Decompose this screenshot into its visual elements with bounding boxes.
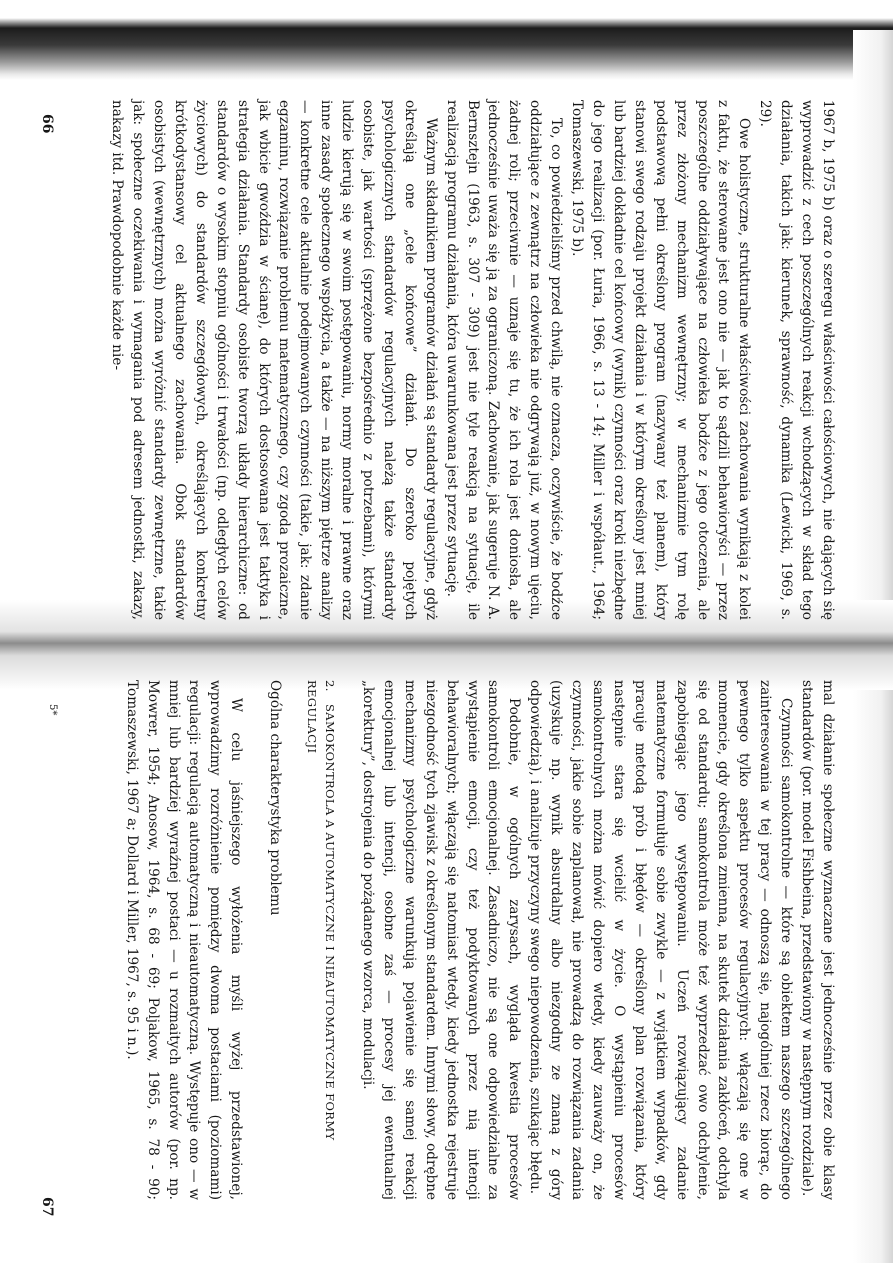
page-66-text — [78, 100, 838, 620]
paragraph: W celu jaśniejszego wyłożenia myśli wyżej przedstawionej, wprowadzimy rozróżnienie pomiędzy dwoma postaciami (poziomami) regulacji: regulacją automatyczną i nieautomatyczną. Występuje ono — w mniej lub bardziej wyraźnej postaci — u rozmaitych autorów (por. np. Mowrer, 1954; Anosow, 1964, s. 68 - 69; Poljakow, 1965, s. 78 - 90; Tomaszewski, 1967 a; Dollard i Miller, 1967, s. 95 i n.). — [123, 680, 245, 1200]
paragraph: mal działanie społeczne wyznaczane jest jednocześnie przez obie klasy standardów (por. model Fishbeina, przedstawiony w następnym rozdziale). — [799, 680, 836, 1200]
paragraph: Czynności samokontrolne — które są obiektem naszego szczególnego zainteresowania w tej pracy — odnoszą się, najogólniej rzecz biorąc, do pewnego tylko aspektu procesów regulacyjnych: włączają się one w momencie, gdy określona zmienna, na skutek działania zakłóceń, odchyla się od standardu; samokontrola może też wyprzedzać owo odchylenie, zapobiegając jego występowaniu. Uczeń rozwiązujący zadanie matematyczne formułuje sobie zwykle — z wyjątkiem wypadków, gdy pracuje metodą prób i błędów — określony plan rozwiązania, który następnie stara się wcielić w życie. O wystąpieniu procesów samokontrolnych można mówić dopiero wtedy, kiedy zauważy on, że czynności, jakie sobie zaplanował, nie prowadzą do rozwiązania zadania (uzyskuje np. wynik absurdalny albo niezgodny ze znaną z góry odpowiedzią), i analizuje przyczyny swego niepowodzenia, szukając błędu. — [527, 680, 795, 1200]
scanner-edge-top — [0, 0, 893, 80]
page-67-text — [78, 680, 838, 1200]
section-number: 2. — [323, 680, 338, 692]
paragraph: To, co powiedzieliśmy przed chwilą, nie oznacza, oczywiście, że bodźce oddziałujące z zewnątrz na człowieka nie odgrywają już, w nowym ujęciu, żadnej roli; przeciwnie — uznaje się tu, że ich rola jest doniosła, ale jednocześnie uważa się ją za ograniczoną. Zachowanie, jak sugeruje N. A. Bernsztejn (1963, s. 307 - 309) jest nie tyle reakcją na sytuację, ile realizacją programu działania, która uwarunkowana jest przez sytuację. — [443, 100, 565, 620]
section-title: SAMOKONTROLA A AUTOMATYCZNE I NIEAUTOMATYCZNE FORMY REGULACJI — [305, 680, 338, 1141]
paragraph: 1967 b, 1975 b) oraz o szeregu właściwości całościowych, nie dających się wyprowadzić z cech poszczególnych reakcji wchodzących w skład tego działania, takich jak: kierunek, sprawność, dynamika (Lewicki, 1969, s. 29). — [757, 100, 836, 620]
paragraph: Podobnie, w ogólnych zarysach, wygląda kwestia procesów samokontroli emocjonalnej. Zasadniczo, nie są one odpowiedzialne za wystąpienie emocji, czy też podyktowanych przez nią intencji behawioralnych; włączają się natomiast wtedy, kiedy jednostka rejestruje niezgodność tych zjawisk z określonym standardem. Innymi słowy, odrębne mechanizmy psychologiczne warunkują pojawienie się samej reakcji emocjonalnej lub intencji, osobne zaś — procesy jej ewentualnej „korektury”, dostrojenia do pożądanego wzorca, modulacji. — [360, 680, 523, 1200]
paragraph: Owe holistyczne, strukturalne właściwości zachowania wynikają z kolei z faktu, że sterowane jest ono nie — jak to sądzili behawioryści — przez poszczególne oddziaływające na człowieka bodźce z jego otoczenia, ale przez złożony mechanizm wewnętrzny; w mechanizmie tym rolę podstawową pełni określony program (nazywany też planem), który stanowi swego rodzaju projekt działania i w którym określony jest mniej lub bardziej dokładnie cel końcowy (wynik) czynności oraz kroki niezbędne do jego realizacji (por. Łuria, 1966, s. 13 - 14; Miller i współaut., 1964; Tomaszewski, 1975 b). — [569, 100, 753, 620]
sheet-signature-mark: 5* — [47, 704, 58, 716]
subsection-title: Ogólna charakterystyka problemu — [267, 680, 284, 916]
page-number-67: 67 — [39, 1197, 55, 1217]
paragraph: Ważnym składnikiem programów działań są standardy regulacyjne, gdyż określają one „cele końcowe” działań. Do szeroko pojętych psychologicznych standardów regulacyjnych należą także standardy osobiste, jak wartości (sprzężone bezpośrednio z potrzebami), którymi ludzie kierują się w swoim postępowaniu, normy moralne i prawne oraz inne zasady społecznego współżycia, a także — na niższym piętrze analizy — konkretne cele aktualnie podejmowanych czynności (takie, jak: zdanie egzaminu, rozwiązanie problemu matematycznego, czy zgoda prozaiczne, jak wbicie gwoździa w ścianę), do których dostosowana jest taktyka i strategia działania. Standardy osobiste tworzą układy hierarchiczne: od standardów o wysokim stopniu ogólności i trwałości (np. odległych celów życiowych) do standardów szczegółowych, określających konkretny krótkodystansowy cel aktualnego zachowania. Obok standardów osobistych (wewnętrznych) można wyróżnić standardy zewnętrzne, takie jak: społeczne oczekiwania i wymagania pod adresem jednostki, zakazy, nakazy itd. Prawdopodobnie każde nie- — [109, 100, 439, 620]
page-number-66: 66 — [39, 114, 55, 134]
section-heading — [303, 680, 339, 1200]
